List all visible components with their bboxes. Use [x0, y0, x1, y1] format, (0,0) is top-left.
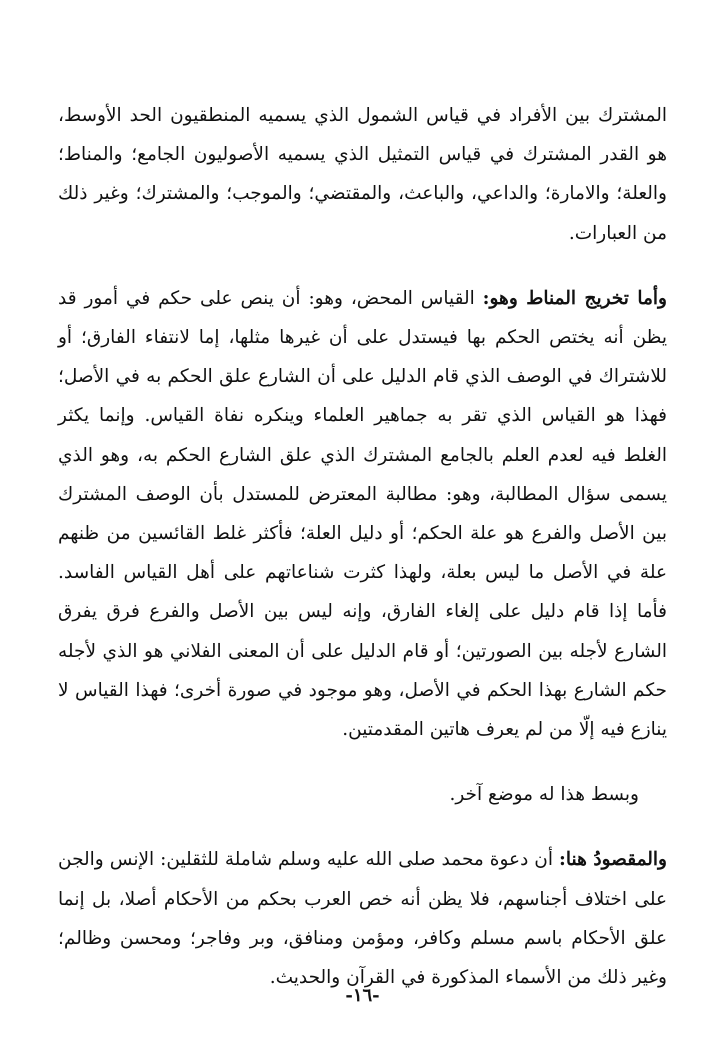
paragraph-2 [58, 279, 667, 749]
paragraph-gap [58, 814, 667, 840]
paragraph-1 [58, 96, 667, 253]
paragraph-gap [58, 749, 667, 775]
paragraph-2-lead: وأما تخريج المناط وهو: [482, 287, 667, 309]
paragraph-4-text: أن دعوة محمد صلى الله عليه وسلم شاملة للثقلين: الإنس والجن على اختلاف أجناسهم، فلا يظن أنه خص العرب بحكم من الأحكام أصلا، بل إنما علق الأحكام باسم مسلم وكافر، ومؤمن ومنافق، وبر وفاجر؛ ومحسن وظالم؛ وغير ذلك من الأسماء المذكورة في القرآن والحديث. [58, 849, 667, 989]
paragraph-2-text: القياس المحض، وهو: أن ينص على حكم في أمور قد يظن أنه يختص الحكم بها فيستدل على أن غيرها مثلها، إما لانتفاء الفارق؛ أو للاشتراك في الوصف الذي قام الدليل على أن الشارع علق الحكم به في الأصل؛ فهذا هو القياس الذي تقر به جماهير العلماء وينكره نفاة القياس. وإنما يكثر الغلط فيه لعدم العلم بالجامع المشترك الذي علق الشارع الحكم به، وهو الذي يسمى سؤال المطالبة، وهو: مطالبة المعترض للمستدل بأن الوصف المشترك بين الأصل والفرع هو علة الحكم؛ أو دليل العلة؛ فأكثر غلط القائسين من ظنهم علة في الأصل ما ليس بعلة، ولهذا كثرت شناعاتهم على أهل القياس الفاسد. فأما إذا قام دليل على إلغاء الفارق، وإنه ليس بين الأصل والفرع فرق يفرق الشارع لأجله بين الصورتين؛ أو قام الدليل على أن المعنى الفلاني هو الذي لأجله حكم الشارع بهذا الحكم في الأصل، وهو موجود في صورة أخرى؛ فهذا القياس لا ينازع فيه إلّا من لم يعرف هاتين المقدمتين. [58, 287, 667, 741]
page-number: -١٦- [345, 985, 380, 1006]
paragraph-3-text: وبسط هذا له موضع آخر. [449, 784, 639, 806]
paragraph-1-text: المشترك بين الأفراد في قياس الشمول الذي يسميه المنطقيون الحد الأوسط، هو القدر المشترك في قياس التمثيل الذي يسميه الأصوليون الجامع؛ والمناط؛ والعلة؛ والامارة؛ والداعي، والباعث، والمقتضي؛ والموجب؛ والمشترك؛ وغير ذلك من العبارات. [58, 105, 667, 244]
paragraph-4-lead: والمقصودُ هنا: [559, 849, 667, 871]
paragraph-4 [58, 840, 667, 997]
paragraph-gap [58, 253, 667, 279]
paragraph-3 [58, 775, 667, 814]
